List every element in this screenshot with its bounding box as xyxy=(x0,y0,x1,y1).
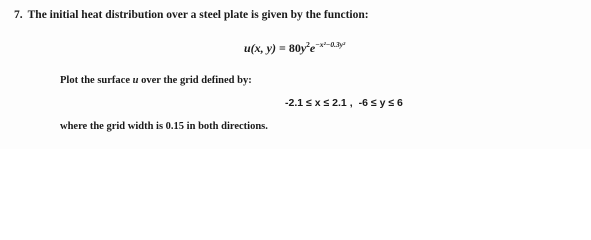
formula-coefficient: 80 xyxy=(288,41,301,55)
instruction-text-before: Plot the surface xyxy=(60,75,130,86)
range-separator: , xyxy=(349,97,353,109)
instruction-text-after: over the grid defined by: xyxy=(141,75,252,86)
formula-lhs: u(x, y) xyxy=(244,41,276,55)
problem-number: 7. xyxy=(14,9,23,21)
heat-function-formula xyxy=(244,40,345,56)
y-range: -6 ≤ y ≤ 6 xyxy=(358,97,403,109)
formula-base-e: e xyxy=(309,41,316,55)
problem-statement xyxy=(14,9,369,21)
plot-instruction xyxy=(60,75,252,86)
formula-equals: = xyxy=(279,41,286,55)
formula-y-exponent: 2 xyxy=(306,40,310,49)
formula-base-y: y xyxy=(300,41,307,55)
formula-exponent: −x²−0.3y² xyxy=(315,40,346,49)
x-range: -2.1 ≤ x ≤ 2.1 xyxy=(285,97,347,109)
problem-text: The initial heat distribution over a steel plate is given by the function: xyxy=(27,9,369,21)
grid-range xyxy=(285,97,403,109)
instruction-variable: u xyxy=(132,75,139,86)
grid-width-note: where the grid width is 0.15 in both directions. xyxy=(60,121,268,132)
